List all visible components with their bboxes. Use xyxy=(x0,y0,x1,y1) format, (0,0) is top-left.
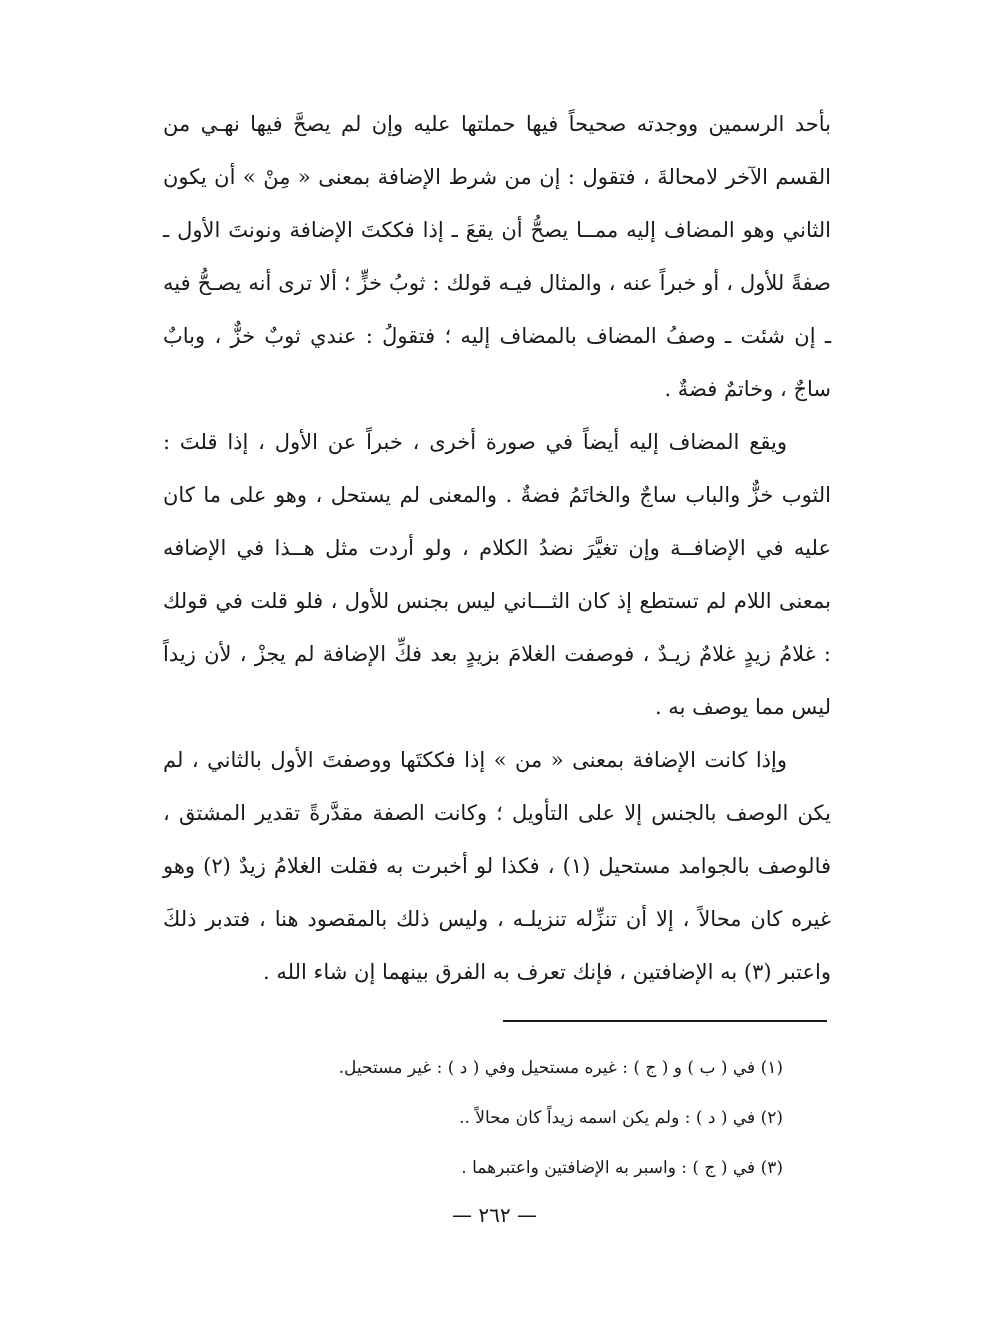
paragraph-1: بأحد الرسمين ووجدته صحيحاً فيها حملتها عليه وإن لم يصحَّ فيها نهـي من القسم الآخر لامحالةَ ، فتقول : إن من شرط الإضافة بمعنى « مِنْ » أن يكون الثاني وهو المضاف إليه ممــا يصحُّ أن يقعَ ـ إذا فككتَ الإضافة ونونتَ الأول ـ صفةً للأول ، أو خبراً عنه ، والمثال فيـه قولك : ثوبُ خزٍّ ؛ ألا ترى أنه يصـحُّ فيه ـ إن شئت ـ وصفُ المضاف بالمضاف إليه ؛ فتقولُ : عندي ثوبٌ خزٌّ ، وبابٌ ساجٌ ، وخاتمٌ فضةٌ . xyxy=(163,112,831,401)
paragraph-2: ويقع المضاف إليه أيضاً في صورة أخرى ، خبراً عن الأول ، إذا قلتَ : الثوب خزٌّ والباب ساجٌ والخاتَمُ فضةٌ . والمعنى لم يستحل ، وهو على ما كان عليه في الإضافــة وإن تغيَّرَ نضدُ الكلام ، ولو أردت مثل هــذا في الإضافه بمعنى اللام لم تستطع إذ كان الثـــاني ليس بجنس للأول ، فلو قلت في قولك : غلامُ زيدٍ غلامٌ زيـدٌ ، فوصفت الغلامَ بزيدٍ بعد فكِّ الإضافة لم يجزْ ، لأن زيداً ليس مما يوصف به . xyxy=(163,430,831,719)
footnotes xyxy=(163,1043,783,1193)
footnote-2: (٢) في ( د ) : ولم يكن اسمه زيداً كان محالاً .. xyxy=(459,1108,783,1128)
paragraph-3: وإذا كانت الإضافة بمعنى « من » إذا فككتَها ووصفتَ الأول بالثاني ، لم يكن الوصف بالجنس إلا على التأويل ؛ وكانت الصفة مقدَّرةً تقدير المشتق ، فالوصف بالجوامد مستحيل (١) ، فكذا لو أخبرت به فقلت الغلامُ زيدٌ (٢) وهو غيره كان محالاً ، إلا أن تنزِّله تنزيلـه ، وليس ذلك بالمقصود هنا ، فتدبر ذلكَ واعتبر (٣) به الإضافتين ، فإنك تعرف به الفرق بينهما إن شاء الله . xyxy=(163,748,832,984)
footnote-3: (٣) في ( ج ) : واسبر به الإضافتين واعتبرهما . xyxy=(461,1158,783,1178)
footnote-separator xyxy=(503,1020,827,1022)
footnote-1: (١) في ( ب ) و ( ج ) : غيره مستحيل وفي ( د ) : غير مستحيل. xyxy=(338,1058,783,1078)
page-number: — ٢٦٢ — xyxy=(452,1203,537,1227)
body-text xyxy=(163,98,831,999)
